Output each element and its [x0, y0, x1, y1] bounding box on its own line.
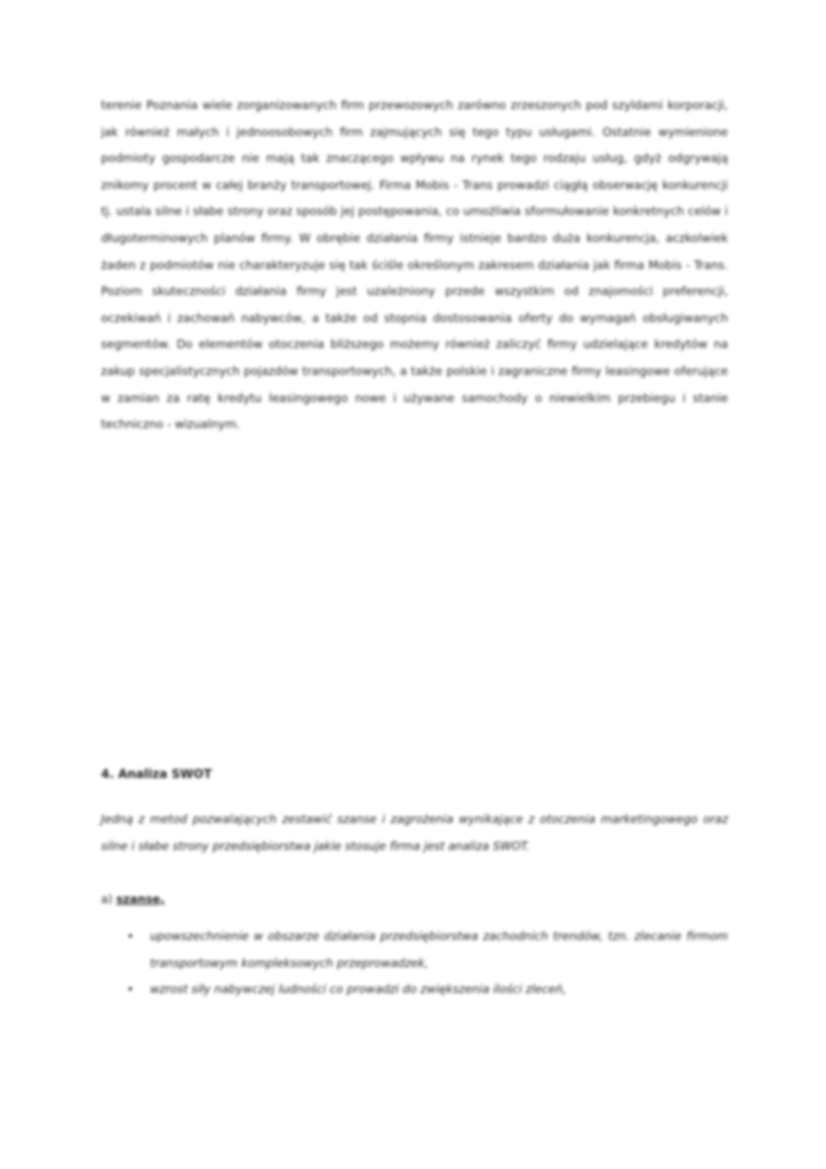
body-paragraph-competition: terenie Poznania wiele zorganizowanych firm przewozowych zarówno zrzeszonych pod szyldami korporacji, jak również małych i jednoosobowych firm zajmujących się tego typu usługami. Ostatnie wymienione podmioty gospodarcze nie mają tak znaczącego wpływu na rynek tego rodzaju usług, gdyż odgrywają znikomy procent w całej branży transportowej. Firma Mobis - Trans prowadzi ciągłą obserwację konkurencji tj. ustala silne i słabe strony oraz sposób jej postępowania, co umożliwia sformułowanie konkretnych celów i długoterminowych planów firmy. W obrębie działania firmy istnieje bardzo duża konkurencja, aczkolwiek żaden z podmiotów nie charakteryzuje się tak ściśle określonym zakresem działania jak firma Mobis - Trans. Poziom skuteczności działania firmy jest uzależniony przede wszystkim od znajomości preferencji, oczekiwań i zachowań nabywców, a także od stopnia dostosowania oferty do wymagań obsługiwanych segmentów. Do elementów otoczenia bliższego możemy również zaliczyć firmy udzielające kredytów na zakup specjalistycznych pojazdów transportowych, a także polskie i zagraniczne firmy leasingowe oferujące w zamian za ratę kredytu leasingowego nowe i używane samochody o niewielkim przebiegu i stanie techniczno - wizualnym. [101, 98, 728, 432]
list-item [101, 923, 728, 976]
list-item-text: wzrost siły nabywczej ludności co prowadzi do zwiększenia ilości zleceń, [150, 982, 567, 997]
bullet-icon: • [127, 929, 134, 943]
subsection-label [101, 892, 165, 906]
list-item [101, 976, 728, 1003]
section-heading-swot: 4. Analiza SWOT [101, 767, 212, 781]
list-item-text: upowszechnienie w obszarze działania przedsiębiorstwa zachodnich trendów, tzn. zlecanie firmom transportowym kompleksowych przeprowadzek, [150, 929, 728, 970]
subsection-prefix: a) [101, 892, 113, 906]
bullet-icon: • [127, 982, 134, 997]
subsection-title-opportunities: szanse, [116, 892, 165, 906]
opportunities-list [101, 923, 728, 1003]
body-paragraph-swot-intro: Jedną z metod pozwalających zestawić szanse i zagrożenia wynikające z otoczenia marketingowego oraz silne i słabe strony przedsiębiorstwa jakie stosuje firma jest analiza SWOT. [101, 812, 728, 853]
